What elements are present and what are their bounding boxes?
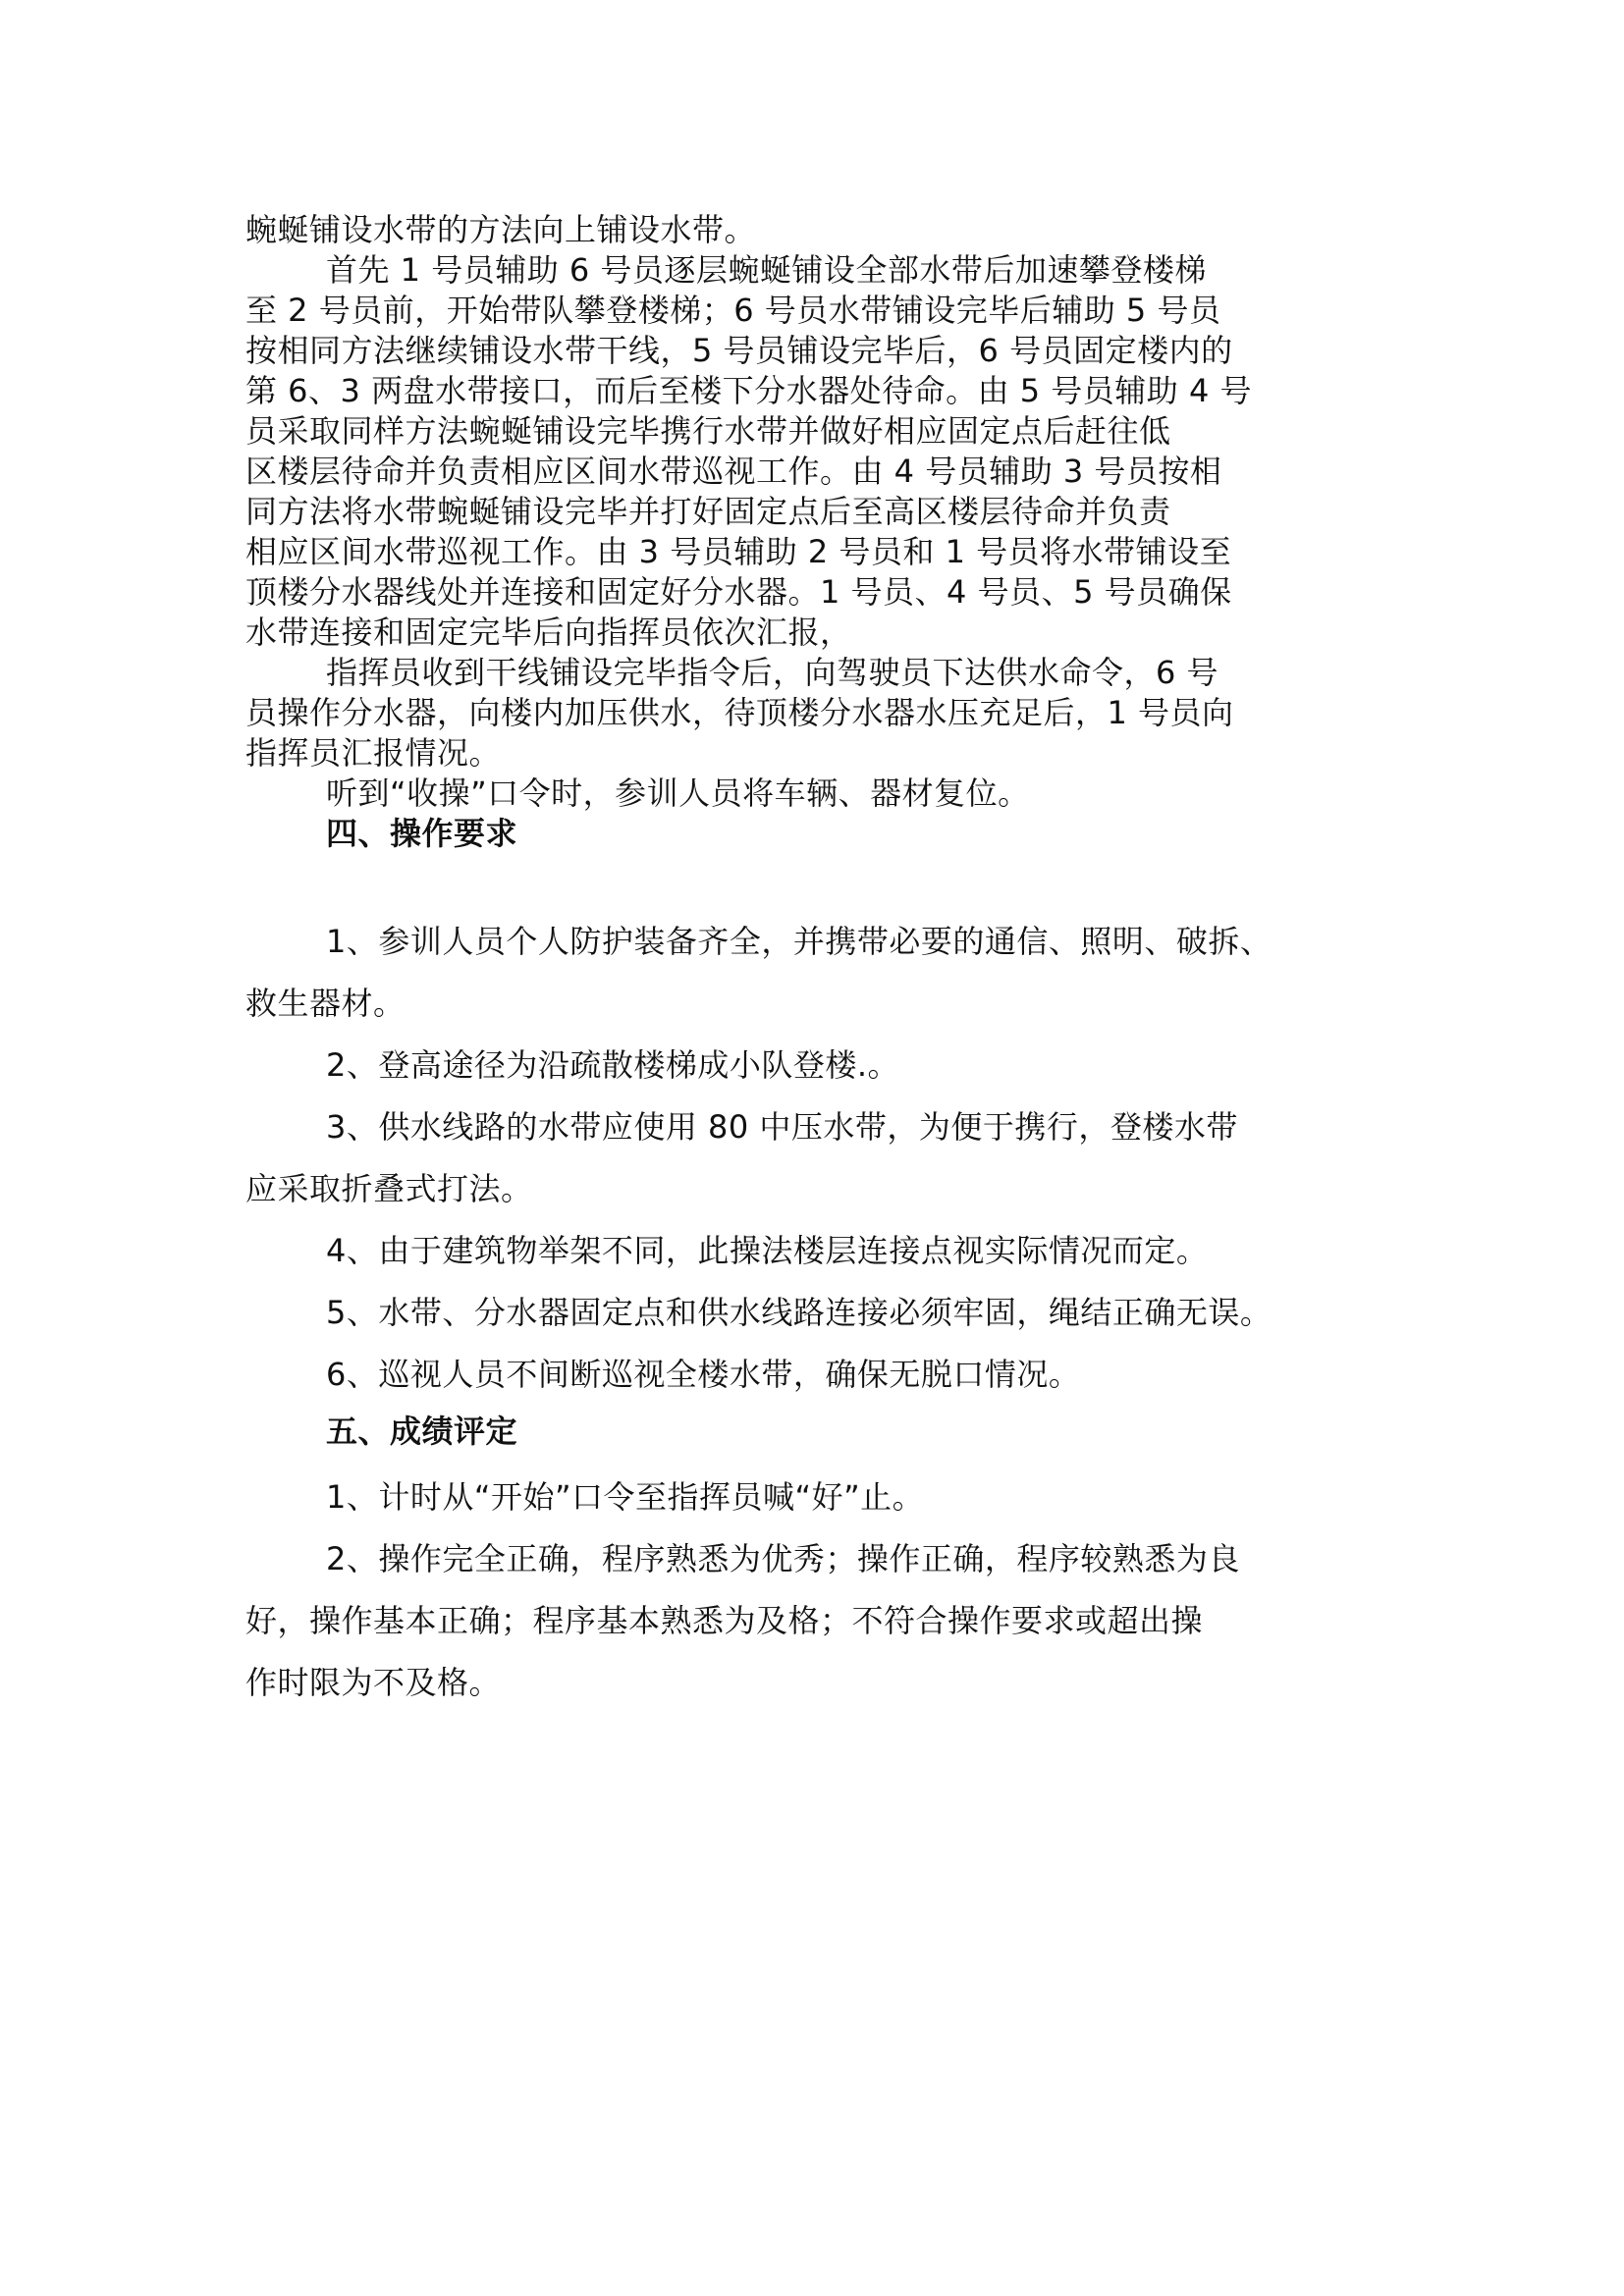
list-item: 2、登高途径为沿疏散楼梯成小队登楼.。	[326, 1046, 900, 1084]
section-heading: 五、成绩评定	[326, 1413, 518, 1450]
list-item-continuation: 作时限为不及格。	[245, 1664, 502, 1701]
text-line: 水带连接和固定完毕后向指挥员依次汇报，	[245, 614, 852, 651]
text-line: 同方法将水带蜿蜒铺设完毕并打好固定点后至高区楼层待命并负责	[245, 493, 1171, 530]
text-line: 区楼层待命并负责相应区间水带巡视工作。由 4 号员辅助 3 号员按相	[245, 453, 1222, 490]
text-line: 指挥员收到干线铺设完毕指令后，向驾驶员下达供水命令，6 号	[326, 654, 1219, 691]
list-item: 3、供水线路的水带应使用 80 中压水带，为便于携行，登楼水带	[326, 1108, 1238, 1146]
grading-heading-block	[245, 1412, 1404, 1452]
text-line: 顶楼分水器线处并连接和固定好分水器。1 号员、4 号员、5 号员确保	[245, 573, 1232, 611]
text-line: 按相同方法继续铺设水带干线，5 号员铺设完毕后，6 号员固定楼内的	[245, 332, 1233, 369]
list-item: 1、参训人员个人防护装备齐全，并携带必要的通信、照明、破拆、	[326, 923, 1272, 960]
list-item: 4、由于建筑物举架不同，此操法楼层连接点视实际情况而定。	[326, 1232, 1209, 1269]
text-line: 至 2 号员前，开始带队攀登楼梯；6 号员水带铺设完毕后辅助 5 号员	[245, 292, 1221, 329]
text-line: 指挥员汇报情况。	[245, 734, 502, 772]
list-item: 2、操作完全正确，程序熟悉为优秀；操作正确，程序较熟悉为良	[326, 1540, 1240, 1577]
text-line: 第 6、3 两盘水带接口，而后至楼下分水器处待命。由 5 号员辅助 4 号	[245, 372, 1252, 409]
list-item-continuation: 好，操作基本正确；程序基本熟悉为及格；不符合操作要求或超出操	[245, 1602, 1204, 1639]
text-line: 听到“收操”口令时，参训人员将车辆、器材复位。	[326, 774, 1030, 812]
grading-criteria	[245, 1467, 1404, 1714]
list-item: 1、计时从“开始”口令至指挥员喊“好”止。	[326, 1478, 925, 1516]
text-line: 相应区间水带巡视工作。由 3 号员辅助 2 号员和 1 号员将水带铺设至	[245, 533, 1232, 570]
operation-requirements	[245, 911, 1404, 1406]
text-line: 员操作分水器，向楼内加压供水，待顶楼分水器水压充足后，1 号员向	[245, 694, 1234, 731]
list-item: 6、巡视人员不间断巡视全楼水带，确保无脱口情况。	[326, 1356, 1081, 1393]
list-item-continuation: 救生器材。	[245, 985, 406, 1022]
section-heading: 四、操作要求	[326, 815, 518, 852]
list-item: 5、水带、分水器固定点和供水线路连接必须牢固，绳结正确无误。	[326, 1294, 1272, 1331]
text-line: 首先 1 号员辅助 6 号员逐层蜿蜒铺设全部水带后加速攀登楼梯	[326, 251, 1207, 289]
procedure-continuation	[245, 210, 1404, 854]
list-item-continuation: 应采取折叠式打法。	[245, 1170, 533, 1207]
text-line: 员采取同样方法蜿蜒铺设完毕携行水带并做好相应固定点后赶往低	[245, 412, 1171, 450]
text-line: 蜿蜒铺设水带的方法向上铺设水带。	[245, 211, 757, 248]
